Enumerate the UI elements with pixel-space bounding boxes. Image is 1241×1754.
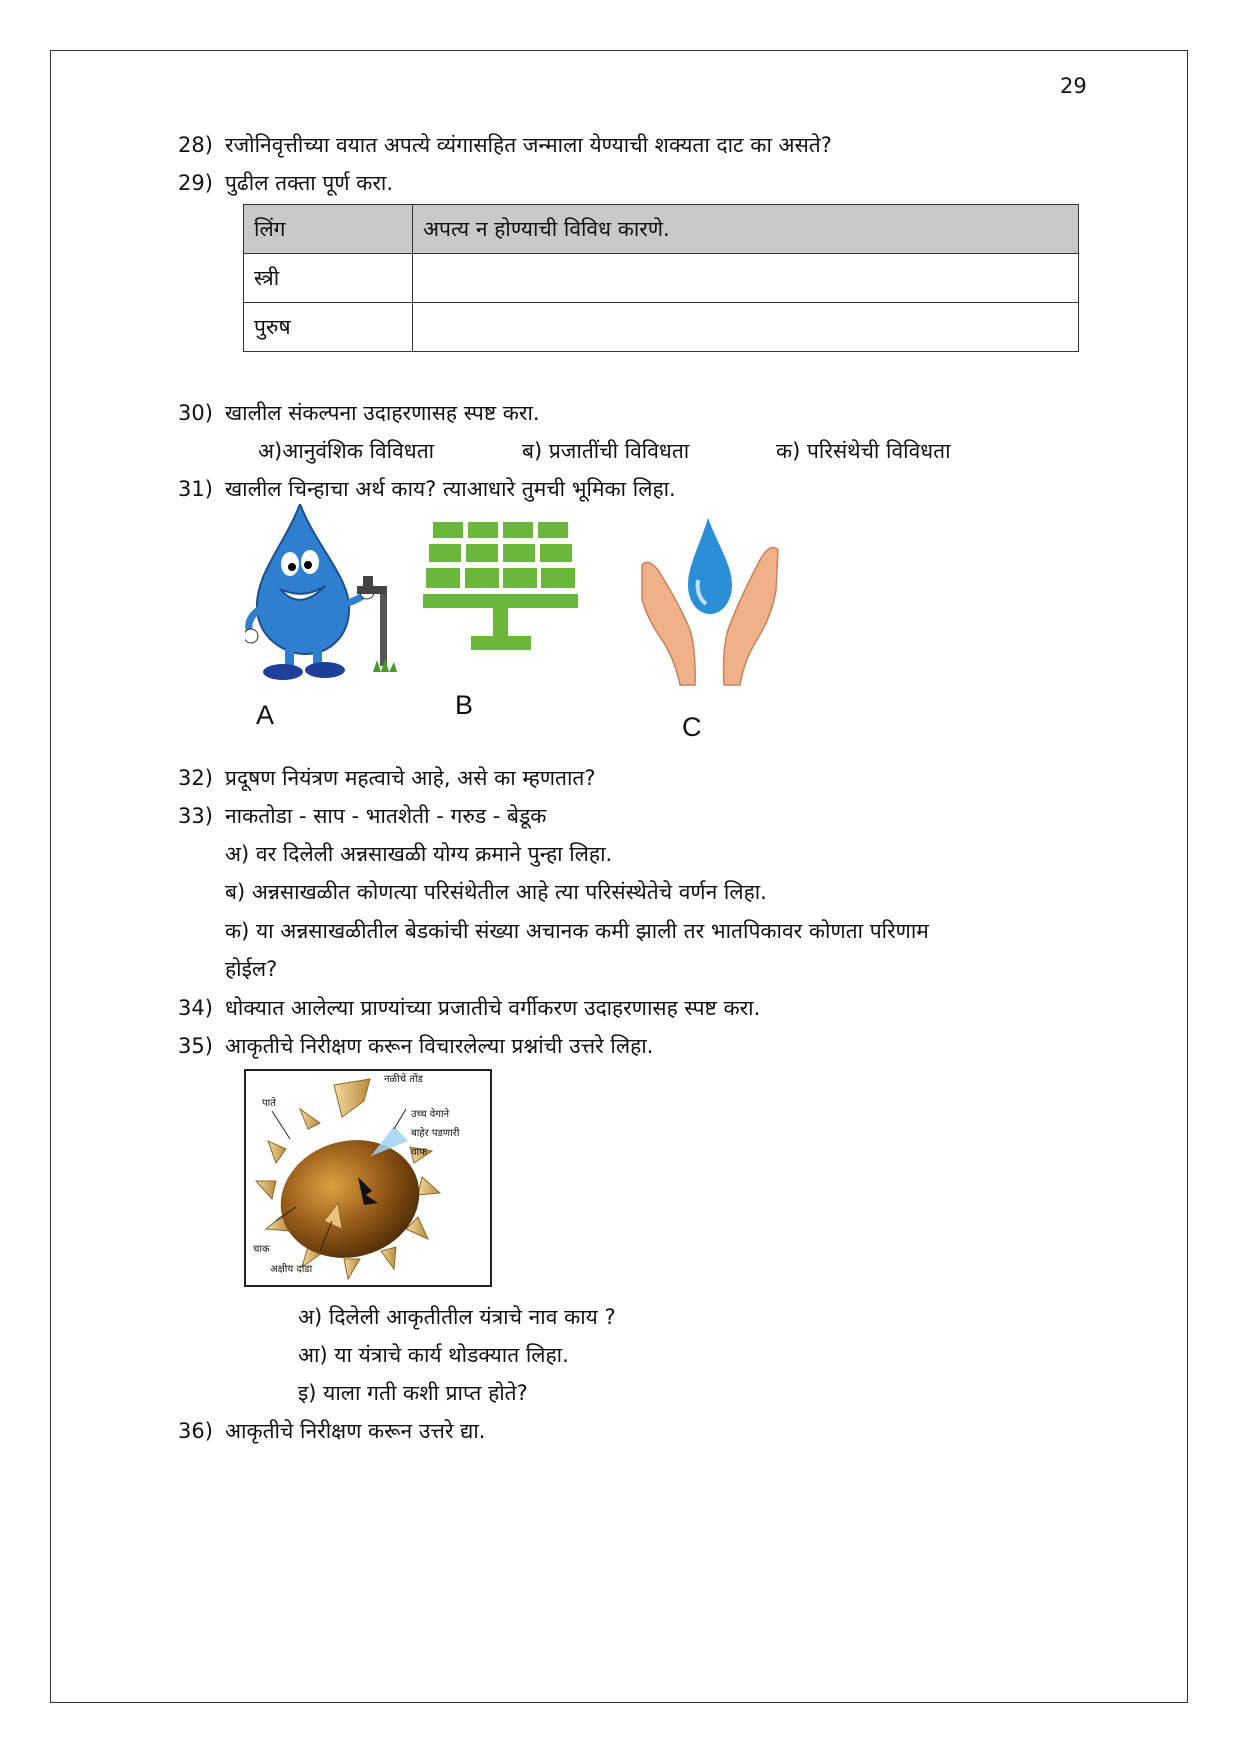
question-text: नाकतोडा - साप - भातशेती - गरुड - बेडूक xyxy=(225,804,547,828)
figure-label-c: C xyxy=(682,712,702,742)
question-text: खालील संकल्पना उदाहरणासह स्पष्ट करा. xyxy=(225,401,540,425)
sub-question-continued: होईल? xyxy=(225,957,278,981)
question-number: 30) xyxy=(178,401,213,425)
question-number: 34) xyxy=(178,996,213,1020)
solar-panel-icon xyxy=(423,520,578,660)
question-35 xyxy=(178,1031,653,1061)
question-number: 31) xyxy=(178,477,213,501)
sub-question: क) या अन्नसाखळीतील बेडकांची संख्या अचानक कमी झाली तर भातपिकावर कोणता परिणाम xyxy=(225,919,929,943)
table-cell: स्त्री xyxy=(244,254,413,303)
question-text: आकृतीचे निरीक्षण करून उत्तरे द्या. xyxy=(225,1419,486,1443)
table-row xyxy=(244,303,1079,352)
question-number: 33) xyxy=(178,804,213,828)
question-29 xyxy=(178,168,393,198)
steam-turbine-figure xyxy=(244,1069,492,1287)
sub-question: अ) दिलेली आकृतीतील यंत्राचे नाव काय ? xyxy=(298,1305,616,1329)
question-33 xyxy=(178,801,546,831)
question-text: पुढील तक्ता पूर्ण करा. xyxy=(225,171,394,195)
label-axle: अक्षीय दांडा xyxy=(270,1264,313,1275)
question-32 xyxy=(178,763,596,793)
label-blade: पाते xyxy=(262,1098,276,1109)
question-text: खालील चिन्हाचा अर्थ काय? त्याआधारे तुमची भूमिका लिहा. xyxy=(225,477,676,501)
question-number: 28) xyxy=(178,133,213,157)
question-text: रजोनिवृत्तीच्या वयात अपत्ये व्यंगासहित जन्माला येण्याची शक्यता दाट का असते? xyxy=(225,133,832,157)
question-number: 29) xyxy=(178,171,213,195)
sub-question: इ) याला गती कशी प्राप्त होते? xyxy=(298,1381,528,1405)
sub-question: आ) या यंत्राचे कार्य थोडक्यात लिहा. xyxy=(298,1343,569,1367)
table-row xyxy=(244,254,1079,303)
label-steam-3: वाफ xyxy=(411,1147,427,1158)
table-header-row xyxy=(244,205,1079,254)
label-wheel: चाक xyxy=(253,1244,270,1255)
table-header-cell: लिंग xyxy=(244,205,413,254)
figure-label-b: B xyxy=(455,690,474,720)
option-a: अ)आनुवंशिक विविधता xyxy=(258,439,435,463)
table-header-cell: अपत्य न होण्याची विविध कारणे. xyxy=(413,205,1079,254)
question-36 xyxy=(178,1416,485,1446)
label-steam-2: बाहेर पडणारी xyxy=(411,1128,460,1139)
hands-water-drop-icon xyxy=(640,510,780,690)
question-28 xyxy=(178,130,832,160)
option-c: क) परिसंथेची विविधता xyxy=(776,439,951,463)
sub-question: ब) अन्नसाखळीत कोणत्या परिसंथेतील आहे त्या परिसंस्थेतेचे वर्णन लिहा. xyxy=(225,880,767,904)
question-34 xyxy=(178,993,760,1023)
question-30 xyxy=(178,398,540,428)
table-cell-answer xyxy=(413,303,1079,352)
sub-question: अ) वर दिलेली अन्नसाखळी योग्य क्रमाने पुन्हा लिहा. xyxy=(225,842,613,866)
table-cell: पुरुष xyxy=(244,303,413,352)
question-number: 32) xyxy=(178,766,213,790)
question-number: 35) xyxy=(178,1034,213,1058)
label-steam-1: उच्च वेगाने xyxy=(411,1109,450,1120)
figure-label-a: A xyxy=(256,700,275,730)
table-cell-answer xyxy=(413,254,1079,303)
page-number: 29 xyxy=(1060,74,1087,98)
label-nozzle: नळीचे तोंड xyxy=(384,1074,423,1085)
water-drop-character-icon xyxy=(245,504,405,684)
question-31 xyxy=(178,474,676,504)
answer-table xyxy=(243,204,1079,352)
question-text: प्रदूषण नियंत्रण महत्वाचे आहे, असे का म्हणतात? xyxy=(225,766,596,790)
question-text: धोक्यात आलेल्या प्राण्यांच्या प्रजातीचे वर्गीकरण उदाहरणासह स्पष्ट करा. xyxy=(225,996,761,1020)
question-number: 36) xyxy=(178,1419,213,1443)
option-b: ब) प्रजातींची विविधता xyxy=(522,439,690,463)
question-text: आकृतीचे निरीक्षण करून विचारलेल्या प्रश्नांची उत्तरे लिहा. xyxy=(225,1034,654,1058)
turbine-wheel-icon xyxy=(246,1071,490,1285)
